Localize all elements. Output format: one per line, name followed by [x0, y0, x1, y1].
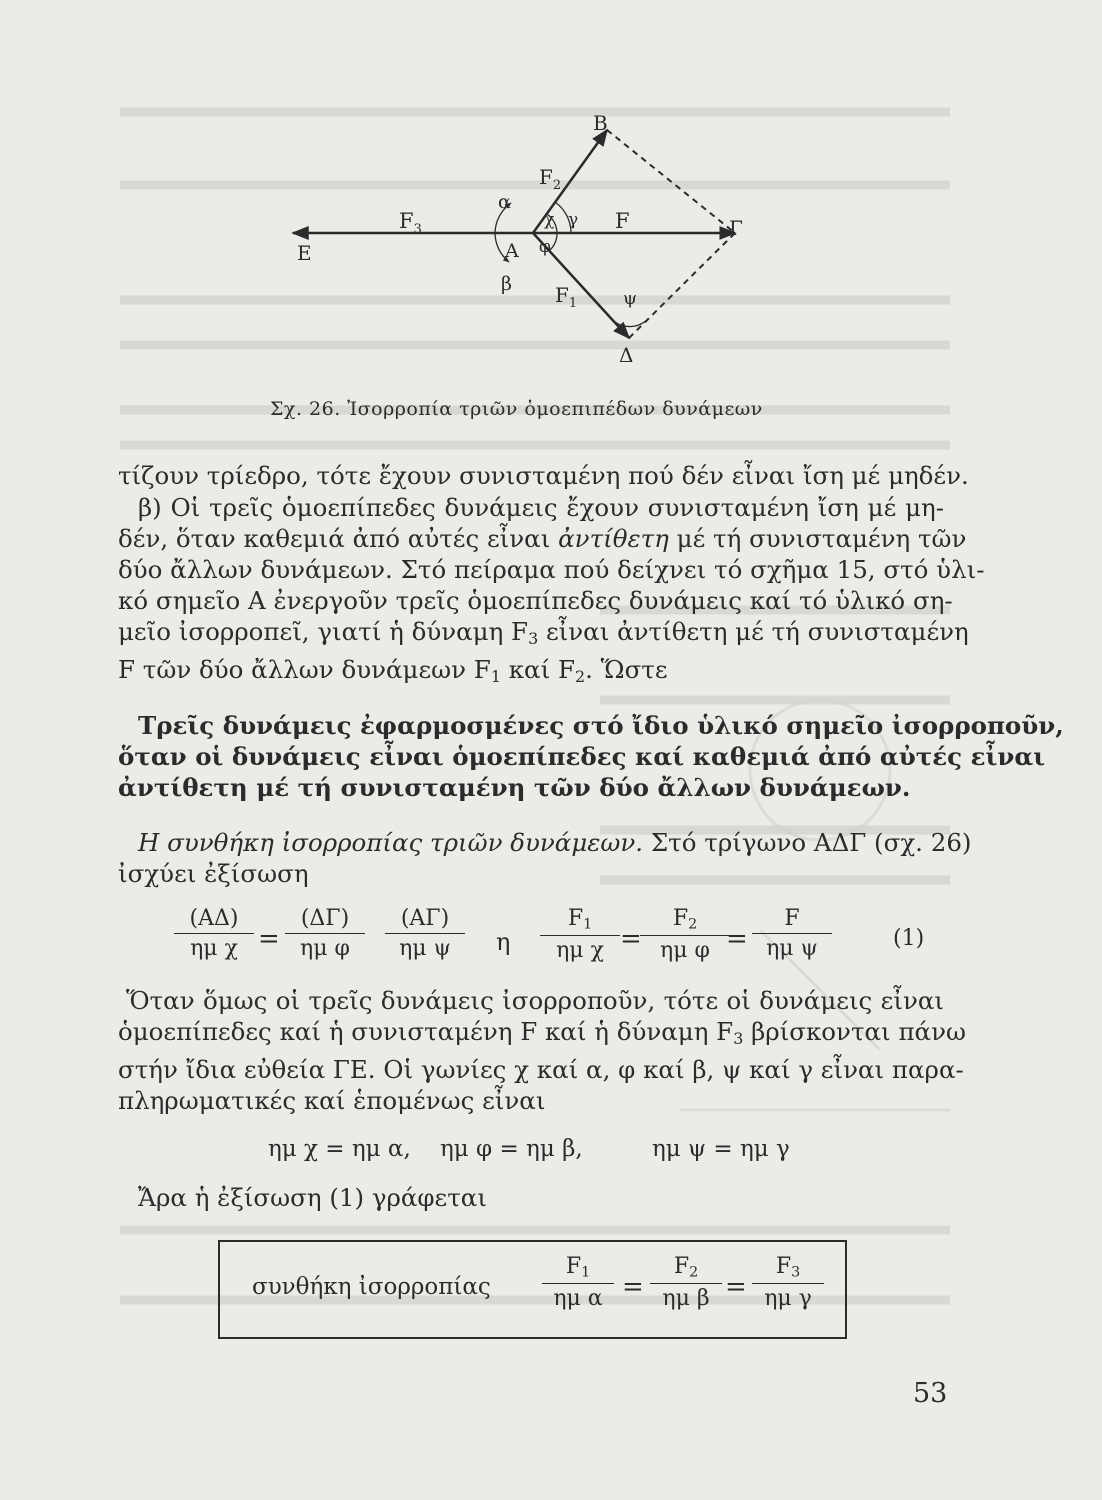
label-delta: Δ	[619, 343, 634, 367]
label-chi: χ	[544, 210, 555, 230]
text-line: πληρωματικές καί ἑπομένως εἶναι	[118, 1085, 546, 1115]
emphasis-word: ἀντίθετη	[558, 524, 669, 553]
text-line: ἀντίθετη μέ τή συνισταμένη τῶν δύο ἄλλων δυνάμεων.	[118, 773, 911, 802]
page-number: 53	[913, 1378, 948, 1409]
label-beta: β	[501, 273, 512, 295]
box-fraction-f3: $\frac{F_3}{\text{ημ γ}}$	[752, 1254, 824, 1311]
paragraph-therefore	[118, 1182, 944, 1213]
label-f2: $F_2$	[539, 165, 562, 193]
angle-psi-arc	[615, 320, 647, 327]
label-e: Ε	[297, 241, 312, 265]
text-line: Ἄρα ἡ ἐξίσωση (1) γράφεται	[138, 1183, 487, 1212]
label-f3: $F_3$	[399, 209, 422, 237]
paragraph-beta	[118, 492, 985, 692]
label-phi: φ	[539, 237, 551, 257]
text-line: ὅταν οἱ δυνάμεις εἶναι ὁμοεπίπεδες καί καθεμιά ἀπό αὐτές εἶναι	[118, 742, 1046, 771]
text-line: δέν, ὅταν καθεμιά ἀπό αὐτές εἶναι ἀντίθετη μέ τή συνισταμένη τῶν	[118, 524, 967, 553]
equilibrium-condition-box: συνθήκη ἰσορροπίας $\frac{F_1}{\text{ημ α}}$ = $\frac{F_2}{\text{ημ β}}$ = $\frac{F_3}{\text{ημ γ}}$	[218, 1240, 847, 1339]
force-diagram-figure	[285, 110, 745, 370]
text-line: τίζουν τρίεδρο, τότε ἔχουν συνισταμένη πού δέν εἶναι ἴση μέ μηδέν.	[118, 461, 969, 490]
text-line: F τῶν δύο ἄλλων δυνάμεων $F_1$ καί $F_2$. Ὥστε	[118, 654, 668, 686]
label-b: B	[593, 111, 608, 135]
label-f: F	[615, 209, 630, 233]
label-alpha: α	[498, 191, 511, 213]
figure-caption: Σχ. 26. Ἰσορροπία τριῶν ὁμοεπιπέδων δυνάμεων	[270, 398, 763, 420]
box-fraction-f2: $\frac{F_2}{\text{ημ β}}$	[650, 1254, 722, 1311]
paragraph-supplementary	[118, 985, 966, 1116]
sine-equality-2: ημ φ = ημ β,	[440, 1136, 583, 1162]
label-a: A	[505, 240, 519, 262]
fraction-f2: $\frac{F_2}{\text{ημ φ}}$	[640, 906, 730, 963]
paragraph-continuation	[118, 460, 969, 491]
text-line: δύο ἄλλων δυνάμεων. Στό πείραμα πού δείχνει τό σχῆμα 15, στό ὑλι-	[118, 555, 985, 584]
fraction-f: $\frac{F}{\text{ημ ψ}}$	[752, 906, 832, 961]
fraction-ag: $\frac{(A\Gamma)}{\text{ημ ψ}}$	[385, 906, 465, 961]
equilibrium-rule	[118, 710, 1064, 803]
fraction-dg: $\frac{(\Delta\Gamma)}{\text{ημ φ}}$	[285, 906, 365, 961]
text-line: ὁμοεπίπεδες καί ἡ συνισταμένη F καί ἡ δύναμη $F_3$ βρίσκονται πάνω	[118, 1017, 966, 1048]
label-f1: $F_1$	[555, 283, 578, 311]
text-line: ἰσχύει ἐξίσωση	[118, 859, 309, 888]
box-fraction-f1: $\frac{F_1}{\text{ημ α}}$	[542, 1254, 614, 1311]
text-line: β) Οἱ τρεῖς ὁμοεπίπεδες δυνάμεις ἔχουν συνισταμένη ἴση μέ μη-	[138, 493, 944, 522]
paragraph-condition	[118, 827, 972, 889]
label-gamma-point: Γ	[729, 216, 743, 240]
text-line: μεῖο ἰσορροπεῖ, γιατί ἡ δύναμη $F_3$ εἶναι ἀντίθετη μέ τή συνισταμένη	[118, 617, 969, 648]
fraction-f1: $\frac{F_1}{\text{ημ χ}}$	[540, 906, 620, 963]
text-line: κό σημεῖο Α ἐνεργοῦν τρεῖς ὁμοεπίπεδες δυνάμεις καί τό ὑλικό ση-	[118, 586, 953, 615]
text-line: Τρεῖς δυνάμεις ἐφαρμοσμένες στό ἴδιο ὑλικό σημεῖο ἰσορροποῦν,	[138, 711, 1064, 740]
equation-number: (1)	[893, 926, 925, 951]
label-psi: ψ	[623, 288, 638, 309]
sine-equality-1: ημ χ = ημ α,	[268, 1136, 411, 1162]
text-line: Η συνθήκη ἰσορροπίας τριῶν δυνάμεων. Στό τρίγωνο ΑΔΓ (σχ. 26)	[138, 828, 972, 857]
label-gamma: γ	[568, 210, 579, 230]
sine-equality-3: ημ ψ = ημ γ	[652, 1136, 790, 1162]
box-label: συνθήκη ἰσορροπίας	[252, 1274, 491, 1300]
book-page: B $F_2$ α χ γ F Γ $F_3$ Ε A φ β $F_1$ ψ Δ Σχ. 26. Ἰσορροπία τριῶν ὁμοεπιπέδων δυνάμεων τίζουν τρίεδρο, τότε ἔχουν συνισταμένη πού δέν εἶναι ἴση μέ μηδέν. β) Οἱ τρεῖς ὁμοεπίπεδες δυνάμεις ἔχουν συνισταμένη ἴση μέ μη- δέν, ὅταν καθεμιά ἀπό αὐτές εἶναι ἀντίθετη μέ τή συνισταμένη τῶν δύο ἄλλων δυνάμεων. Στό πείραμα πού δείχνει τό σχῆμα 15, στό ὑλι- κό σημεῖο Α ἐνεργοῦν τρεῖς ὁμοεπίπεδες δυνάμεις καί τό ὑλικό ση- μεῖο ἰσορροπεῖ, γιατί ἡ δύναμη $F_3$ εἶναι ἀντίθετη μέ τή συνισταμένη F τῶν δύο ἄλλων δυνάμεων $F_1$ καί $F_2$. Ὥστε Τρεῖς δυνάμεις ἐφαρμοσμένες στό ἴδιο ὑλικό σημεῖο ἰσορροποῦν, ὅταν οἱ δυνάμεις εἶναι ὁμοεπίπεδες καί καθεμιά ἀπό αὐτές εἶναι ἀντίθετη μέ τή συνισταμένη τῶν δύο ἄλλων δυνάμεων. Η συνθήκη ἰσορροπίας τριῶν δυνάμεων. Στό τρίγωνο ΑΔΓ (σχ. 26) ἰσχύει ἐξίσωση $\frac{(A\Delta)}{\text{ημ χ}}$ = $\frac{(\Delta\Gamma)}{\text{ημ φ}}$ $\frac{(A\Gamma)}{\text{ημ ψ}}$ η $\frac{F_1}{\text{ημ χ}}$ = $\frac{F_2}{\text{ημ φ}}$ = $\frac{F}{\text{ημ ψ}}$ (1) Ὅταν ὅμως οἱ τρεῖς δυνάμεις ἰσορροποῦν, τότε οἱ δυνάμεις εἶναι ὁμοεπίπεδες καί ἡ συνισταμένη F καί ἡ δύναμη $F_3$ βρίσκονται πάνω στήν ἴδια εὐθεία ΓΕ. Οἱ γωνίες χ καί α, φ καί β, ψ καί γ εἶναι παρα- πληρωματικές καί ἑπομένως εἶναι ημ χ = ημ α, ημ φ = ημ β, ημ ψ = ημ γ Ἄρα ἡ ἐξίσωση (1) γράφεται συνθήκη ἰσορροπίας $\frac{F_1}{\text{ημ α}}$ = $\frac{F_2}{\text{ημ β}}$ = $\frac{F_3}{\text{ημ γ}}$ 53	[0, 0, 1102, 1500]
text-line: στήν ἴδια εὐθεία ΓΕ. Οἱ γωνίες χ καί α, φ καί β, ψ καί γ εἶναι παρα-	[118, 1054, 964, 1084]
section-heading: Η συνθήκη ἰσορροπίας τριῶν δυνάμεων.	[138, 828, 644, 857]
text-line: Ὅταν ὅμως οἱ τρεῖς δυνάμεις ἰσορροποῦν, τότε οἱ δυνάμεις εἶναι	[126, 986, 944, 1015]
fraction-ad: $\frac{(A\Delta)}{\text{ημ χ}}$	[174, 906, 254, 961]
or-word: η	[496, 928, 511, 956]
